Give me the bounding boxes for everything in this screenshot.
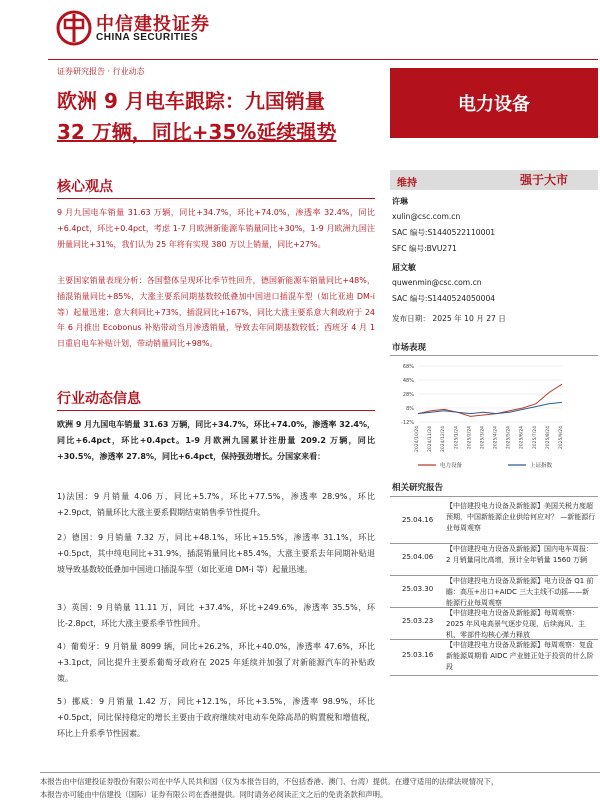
industry-item-norway: 5）挪威：9 月销量 1.42 万，同比+12.1%，环比+3.5%，渗透率 98.9%，环比+0.5pct，同比保持稳定的增长主要由于政府继续对电动车免除高昂的购置税和增值税，环比上升系季节性因素。 xyxy=(57,697,375,738)
release-date: 发布日期： 2025 年 10 月 27 日 xyxy=(392,314,506,323)
industry-intro: 欧洲 9 月九国电车销量 31.63 万辆，同比+34.7%，环比+74.0%，渗透率 32.4%，同比+6.4pct，环比+0.4pct。1-9 月欧洲九国累计注册量 209.2 万辆，同比+30.5%，渗透率 27.8%，同比+6.4pct，保持强劲增长。分国家来看： xyxy=(57,420,375,461)
related-report-item[interactable] xyxy=(390,500,598,544)
chart-x-tick-label: 2024/11/24 xyxy=(428,426,434,452)
report-title-line2: 32 万辆，同比+35%延续强势 xyxy=(57,120,337,144)
related-reports-heading: 相关研究报告 xyxy=(392,483,444,493)
related-report-item[interactable] xyxy=(390,607,598,640)
core-paragraph-1: 9 月九国电车销量 31.63 万辆，同比+34.7%，环比+74.0%，渗透率 32.4%，同比+6.4pct，环比+0.4pct，考虑 1-7 月欧洲新能源车销量同比+30%，1-9 月欧洲九国注册量同比+31%，我们认为 25 年将有实现 380 万以上销量，同比+27%。 xyxy=(57,208,375,249)
related-report-title[interactable]: 【中信建投电力设备及新能源】美国关税力度超预期，中国新能源企业供给何应对？ —新能源行业每周观察 xyxy=(446,502,596,532)
industry-item-uk: 3）英国：9 月销量 11.11 万，同比 +37.4%，环比+249.6%，渗透率 35.5%，环比-2.8pct，环比大涨主要系季节性回升。 xyxy=(57,603,375,628)
related-report-date: 25.03.16 xyxy=(402,651,434,659)
analyst-email: xulin@csc.com.cn xyxy=(392,212,461,221)
related-report-item[interactable] xyxy=(390,639,598,676)
chart-x-tick-label: 2025/3/24 xyxy=(480,426,486,450)
brand-name-cn: 中信建投证券 xyxy=(96,14,210,35)
chart-x-tick-label: 2025/2/24 xyxy=(467,426,473,450)
chart-legend-label: 上证指数 xyxy=(530,463,553,469)
report-title-line1: 欧洲 9 月电车跟踪：九国销量 xyxy=(57,89,325,113)
analyst-block-2 xyxy=(392,262,598,305)
analyst-name: 许琳 xyxy=(392,197,408,206)
chart-x-tick-label: 2025/9/24 xyxy=(559,426,564,450)
chart-y-tick-label: 48% xyxy=(402,378,414,384)
market-performance-chart xyxy=(390,358,598,476)
chart-x-tick-label: 2025/6/24 xyxy=(519,426,525,450)
related-report-item[interactable] xyxy=(390,543,598,576)
sector-badge: 电力设备 xyxy=(390,68,598,138)
core-paragraph-2: 主要国家销量表现分析：各国整体呈现环比季节性回升，德国新能源车销量同比+48%，插混销量同比+85%，大涨主要系同期基数较低叠加中国进口插混车型（如比亚迪 DM-i 等）起量迅速；意大利同比+73%，插混同比+167%，同比大涨主要系意大利政府于 24 年 6 月推出 Ecobonus 补贴带动当月渗透销量，导致去年同期基数较低；西班牙 4 月 1 日重启电车补贴计划，带动销量同比+98%。 xyxy=(57,276,375,349)
analyst-email: quwenmin@csc.com.cn xyxy=(392,278,482,287)
rating-action: 维持 xyxy=(397,178,417,189)
chart-legend-label: 电力设备 xyxy=(440,463,463,469)
related-report-date: 25.04.16 xyxy=(402,516,434,524)
report-category: 证券研究报告 · 行业动态 xyxy=(57,67,145,76)
analyst-name: 屈文敏 xyxy=(392,263,416,272)
footer-divider xyxy=(40,772,600,773)
chart-y-tick-label: 68% xyxy=(402,364,414,370)
chart-x-tick-label: 2024/12/24 xyxy=(441,426,447,452)
related-report-title[interactable]: 【中信建投电力设备及新能源】电力设备 Q1 前瞻：高压+出口+AIDC 三大主线不动摇——新能源行业每周观察 xyxy=(446,577,594,607)
related-report-date: 25.04.06 xyxy=(402,553,434,561)
industry-item-portugal: 4）葡萄牙：9 月销量 8099 辆，同比+26.2%，环比+40.0%，渗透率 47.6%，环比+3.1pct，同比提升主要系葡萄牙政府在 2025 年延续并加强了对新能源汽车的补贴政策。 xyxy=(57,642,375,683)
analyst-block-1 xyxy=(392,196,598,255)
related-report-title[interactable]: 【中信建投电力设备及新能源】每周观察：复盘新能源周期看 AIDC 产业链正处于投资的什么阶段 xyxy=(446,641,594,671)
chart-x-tick-label: 2025/4/24 xyxy=(493,426,499,450)
core-heading: 核心观点 xyxy=(57,179,113,195)
industry-divider xyxy=(57,410,375,411)
analyst-sac: SAC 编号:S1440522110001 xyxy=(392,228,496,237)
footer-disclaimer-2: 本报告亦可能由中信建投（国际）证券有限公司在香港提供。同时请务必阅读正文之后的免责条款和声明。 xyxy=(40,790,388,799)
chart-x-tick-label: 2025/8/24 xyxy=(545,426,551,450)
industry-item-germany: 2）德国：9 月销量 7.32 万，同比+48.1%，环比+15.5%，渗透率 31.1%，环比+0.5pct，其中纯电同比+31.9%，插混销量同比+85.4%，大涨主要系去年同期补贴退坡导致基数较低叠加中国进口插混车型（如比亚迪 DM-i 等）起量迅速。 xyxy=(57,533,375,574)
chart-x-tick-label: 2025/1/24 xyxy=(454,426,460,450)
related-report-title[interactable]: 【中信建投电力设备及新能源】每周观察：2025 年风电高景气逐步兑现，后续海风、主机、零部件均核心弹力释放 xyxy=(446,609,586,639)
chart-x-tick-label: 2025/5/24 xyxy=(506,426,512,450)
analyst-sfc: SFC 编号:BVU271 xyxy=(392,244,457,253)
report-title xyxy=(57,86,377,148)
related-divider xyxy=(390,496,598,497)
market-divider xyxy=(390,355,598,356)
header-divider xyxy=(48,59,598,60)
industry-heading: 行业动态信息 xyxy=(57,391,141,407)
related-report-item[interactable] xyxy=(390,575,598,608)
chart-y-tick-label: 8% xyxy=(406,406,414,412)
chart-y-tick-label: -12% xyxy=(401,420,414,426)
related-report-date: 25.03.30 xyxy=(402,585,434,593)
footer-disclaimer-1: 本报告由中信建投证券股份有限公司在中华人民共和国（仅为本报告目的，不包括香港、澳门、台湾）提供。在遵守适用的法律法规情况下， xyxy=(40,777,499,786)
brand-emblem-icon xyxy=(56,10,92,46)
chart-y-tick-label: 28% xyxy=(402,392,414,398)
chart-x-tick-label: 2025/7/24 xyxy=(532,426,538,450)
market-performance-heading: 市场表现 xyxy=(392,343,427,353)
core-divider xyxy=(57,198,375,199)
chart-x-tick-label: 2024/10/24 xyxy=(415,426,420,452)
rating-value: 强于大市 xyxy=(520,173,569,187)
related-report-title[interactable]: 【中信建投电力设备及新能源】国内电车周报：2 月销量同比高增，预计全年销量 1560 万辆 xyxy=(446,545,593,564)
related-report-date: 25.03.23 xyxy=(402,617,434,625)
analyst-sac: SAC 编号:S1440524050004 xyxy=(392,294,496,303)
brand-name-en: CHINA SECURITIES xyxy=(96,32,199,43)
industry-item-france: 1)法国：9 月销量 4.06 万，同比+5.7%，环比+77.5%，渗透率 28.9%，环比+2.9pct，销量环比大涨主要系假期结束销售季节性提升。 xyxy=(57,492,375,517)
